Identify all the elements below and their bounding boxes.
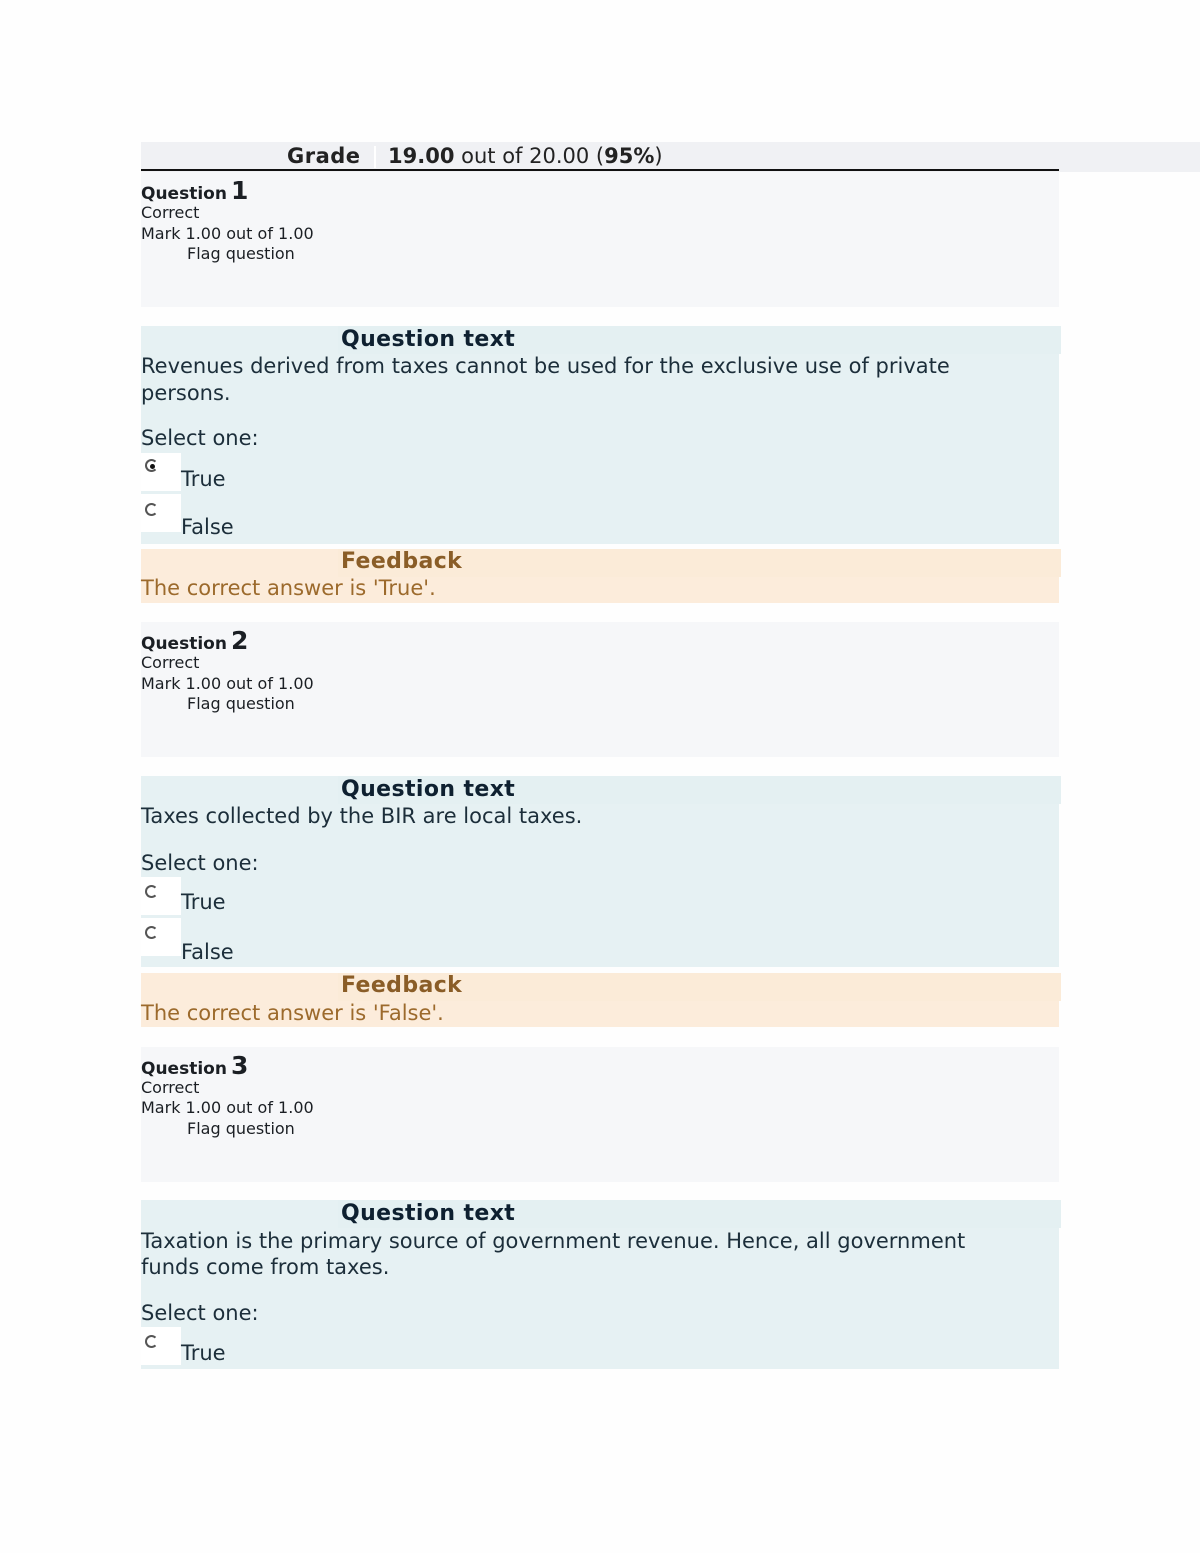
question-2-radio-false[interactable] [145,926,158,939]
question-2-radio-true[interactable] [145,885,158,898]
question-1-option-true-box [141,453,181,491]
question-1-option-false-label[interactable]: False [181,515,234,539]
grade-label: Grade [287,144,361,168]
grade-percent: 95% [604,144,655,168]
question-1-select-one: Select one: [141,426,259,450]
grade-value [388,144,663,168]
question-1-text-line-2: persons. [141,381,231,405]
question-1-option-true-label[interactable]: True [181,467,226,491]
question-number: 1 [230,176,249,205]
grade-separator [374,146,376,168]
question-3-heading [141,1051,248,1080]
question-3-mark: Mark 1.00 out of 1.00 [141,1098,314,1117]
question-1-radio-true[interactable] [145,459,158,472]
question-2-select-one: Select one: [141,851,259,875]
question-1-text-title: Question text [341,327,516,352]
question-number: 3 [230,1051,249,1080]
question-2-feedback-title: Feedback [341,973,463,998]
question-2-option-false-label[interactable]: False [181,940,234,964]
question-1-flag-link[interactable]: Flag question [187,244,295,263]
question-1-feedback-title: Feedback [341,549,463,574]
grade-close-paren: ) [654,144,663,168]
question-3-flag-link[interactable]: Flag question [187,1119,295,1138]
question-1-feedback-text: The correct answer is 'True'. [141,576,436,600]
question-1-heading [141,176,248,205]
question-3-status: Correct [141,1078,200,1097]
question-1-radio-false[interactable] [145,503,158,516]
question-2-option-true-label[interactable]: True [181,890,226,914]
question-1-mark: Mark 1.00 out of 1.00 [141,224,314,243]
question-label: Question [141,1059,227,1079]
question-3-text-title: Question text [341,1201,516,1226]
question-3-text-line-1: Taxation is the primary source of government revenue. Hence, all government [141,1229,966,1253]
question-label: Question [141,634,227,654]
question-3-select-one: Select one: [141,1301,259,1325]
question-1-text-line-1: Revenues derived from taxes cannot be used for the exclusive use of private [141,354,950,378]
grade-score: 19.00 [388,144,455,168]
question-2-flag-link[interactable]: Flag question [187,694,295,713]
question-3-option-true-label[interactable]: True [181,1341,226,1365]
grade-out-of: out of 20.00 ( [461,144,605,168]
question-3-text-line-2: funds come from taxes. [141,1255,390,1279]
grade-divider [141,169,1059,171]
question-1-status: Correct [141,203,200,222]
question-2-heading [141,626,248,655]
question-2-status: Correct [141,653,200,672]
question-number: 2 [230,626,249,655]
question-label: Question [141,184,227,204]
question-2-text-line-1: Taxes collected by the BIR are local taxes. [141,804,583,828]
question-3-radio-true[interactable] [145,1335,158,1348]
question-2-text-title: Question text [341,777,516,802]
question-2-feedback-text: The correct answer is 'False'. [141,1001,444,1025]
question-2-mark: Mark 1.00 out of 1.00 [141,674,314,693]
